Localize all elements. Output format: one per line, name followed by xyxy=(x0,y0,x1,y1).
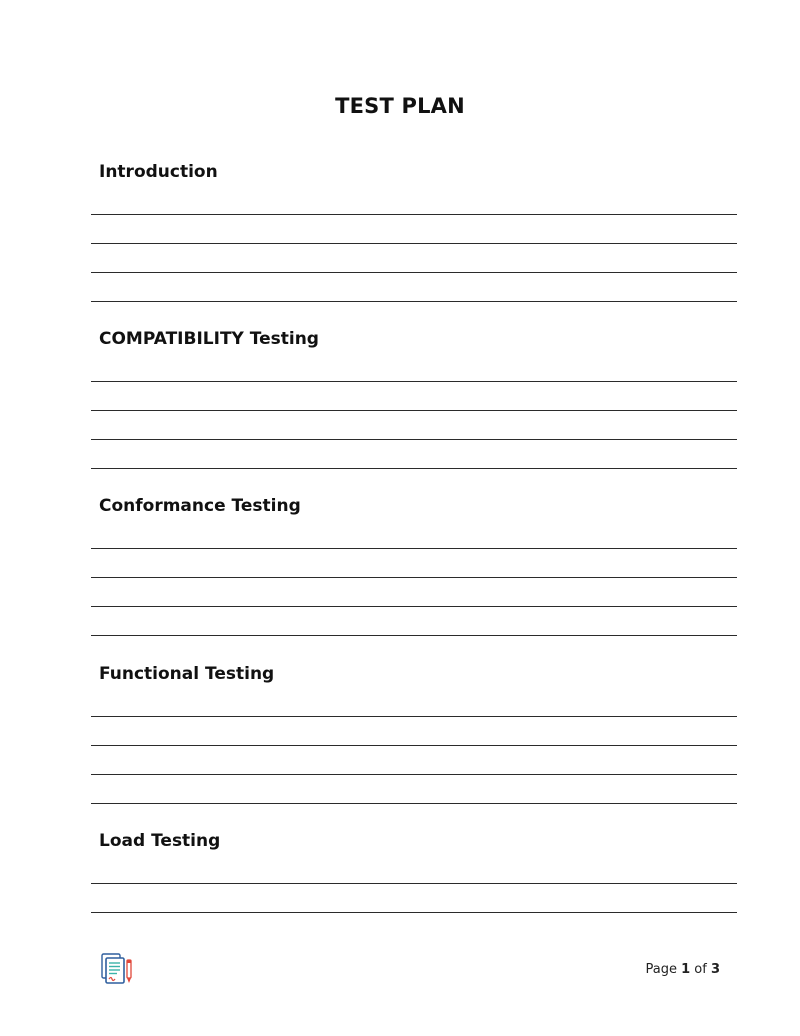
section-heading: Functional Testing xyxy=(99,664,275,684)
total-pages: 3 xyxy=(710,962,720,977)
writing-line[interactable] xyxy=(91,883,737,884)
section-heading: Introduction xyxy=(99,162,218,182)
section-heading: Load Testing xyxy=(99,831,221,851)
writing-line[interactable] xyxy=(91,410,737,411)
writing-line[interactable] xyxy=(91,548,737,549)
section-heading: Conformance Testing xyxy=(99,496,301,516)
writing-line[interactable] xyxy=(91,745,737,746)
page-number xyxy=(645,962,720,977)
writing-line[interactable] xyxy=(91,577,737,578)
writing-line[interactable] xyxy=(91,301,737,302)
writing-line[interactable] xyxy=(91,912,737,913)
document-pen-icon xyxy=(99,952,135,986)
writing-line[interactable] xyxy=(91,468,737,469)
writing-line[interactable] xyxy=(91,272,737,273)
writing-line[interactable] xyxy=(91,716,737,717)
writing-line[interactable] xyxy=(91,635,737,636)
document-title: TEST PLAN xyxy=(335,94,465,118)
section-heading: COMPATIBILITY Testing xyxy=(99,329,319,349)
writing-line[interactable] xyxy=(91,606,737,607)
writing-line[interactable] xyxy=(91,243,737,244)
current-page: 1 xyxy=(681,962,691,977)
writing-line[interactable] xyxy=(91,439,737,440)
writing-line[interactable] xyxy=(91,774,737,775)
page-label: Page xyxy=(645,962,677,977)
writing-line[interactable] xyxy=(91,381,737,382)
of-label: of xyxy=(694,962,707,977)
writing-line[interactable] xyxy=(91,214,737,215)
writing-line[interactable] xyxy=(91,803,737,804)
